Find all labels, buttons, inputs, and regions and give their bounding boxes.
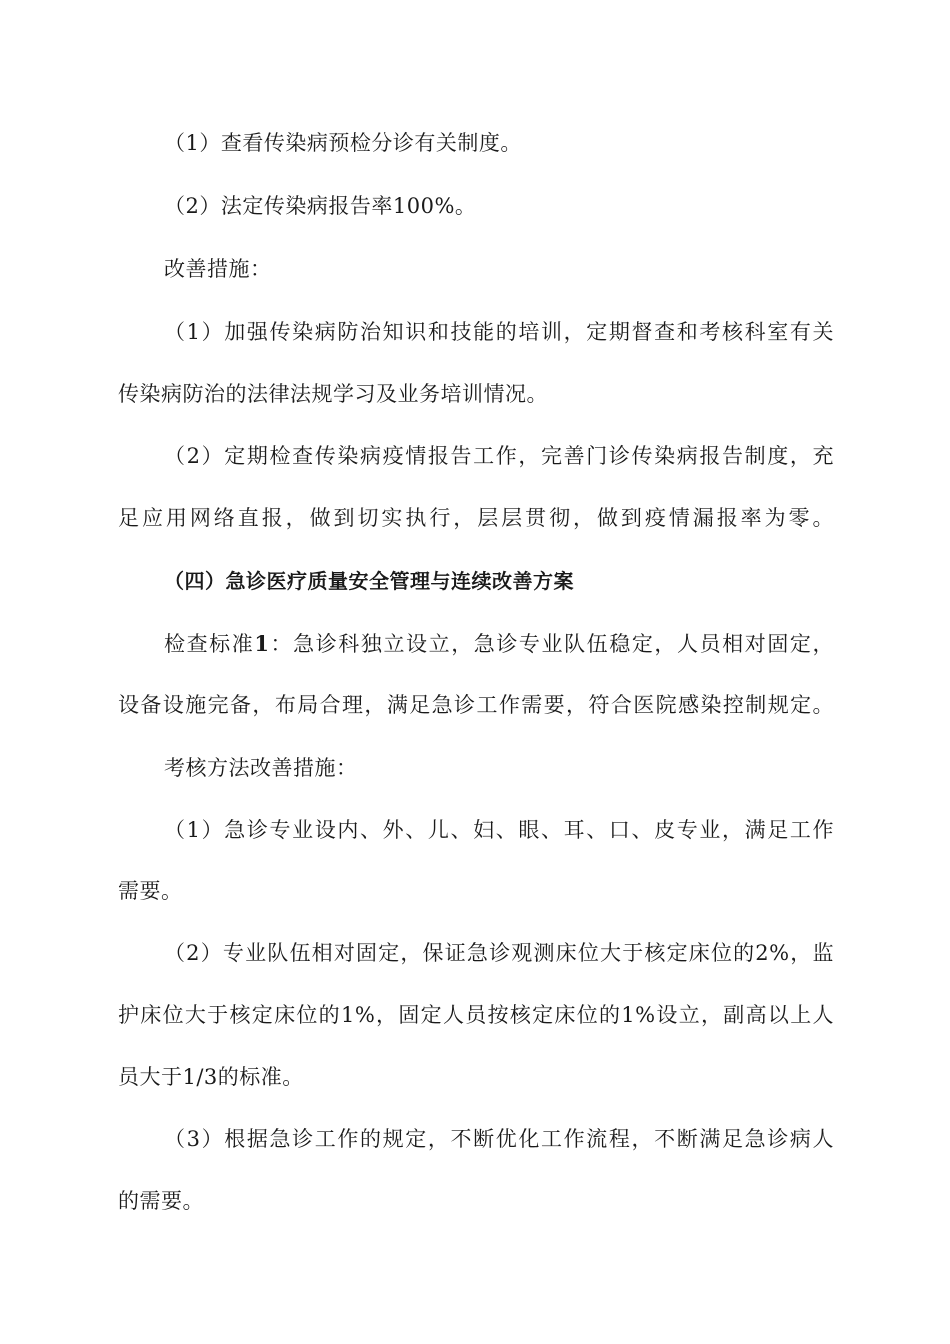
paragraph-line: 护床位大于核定床位的1%，固定人员按核定床位的1%设立，副高以上人 [118,1003,834,1027]
paragraph-line: （1）加强传染病防治知识和技能的培训，定期督查和考核科室有关 [164,320,834,344]
paragraph-line: 员大于1/3的标准。 [118,1065,304,1089]
section-heading: （四）急诊医疗质量安全管理与连续改善方案 [164,569,574,593]
paragraph-line: 设备设施完备，布局合理，满足急诊工作需要，符合医院感染控制规定。 [118,693,834,717]
paragraph-line: 传染病防治的法律法规学习及业务培训情况。 [118,382,548,406]
paragraph-line: （2）定期检查传染病疫情报告工作，完善门诊传染病报告制度，充 [164,444,834,468]
paragraph-line: 的需要。 [118,1189,204,1213]
paragraph-line: （2）法定传染病报告率100%。 [164,194,477,218]
paragraph-line: （1）查看传染病预检分诊有关制度。 [164,131,522,155]
section-label: 考核方法改善措施： [164,756,358,780]
section-label: 改善措施： [164,257,272,281]
paragraph-line: （3）根据急诊工作的规定，不断优化工作流程，不断满足急诊病人 [164,1127,834,1151]
paragraph-line: 需要。 [118,879,183,903]
paragraph-line: （2）专业队伍相对固定，保证急诊观测床位大于核定床位的2%，监 [164,941,834,965]
criterion-label: 检查标准 [164,632,255,656]
paragraph-line: 足应用网络直报，做到切实执行，层层贯彻，做到疫情漏报率为零。 [118,506,834,530]
paragraph-line: （1）急诊专业设内、外、儿、妇、眼、耳、口、皮专业，满足工作 [164,818,834,842]
criterion-text: ：急诊科独立设立，急诊专业队伍稳定，人员相对固定， [269,632,834,656]
paragraph-line [164,629,834,659]
criterion-number: 1 [254,631,270,656]
